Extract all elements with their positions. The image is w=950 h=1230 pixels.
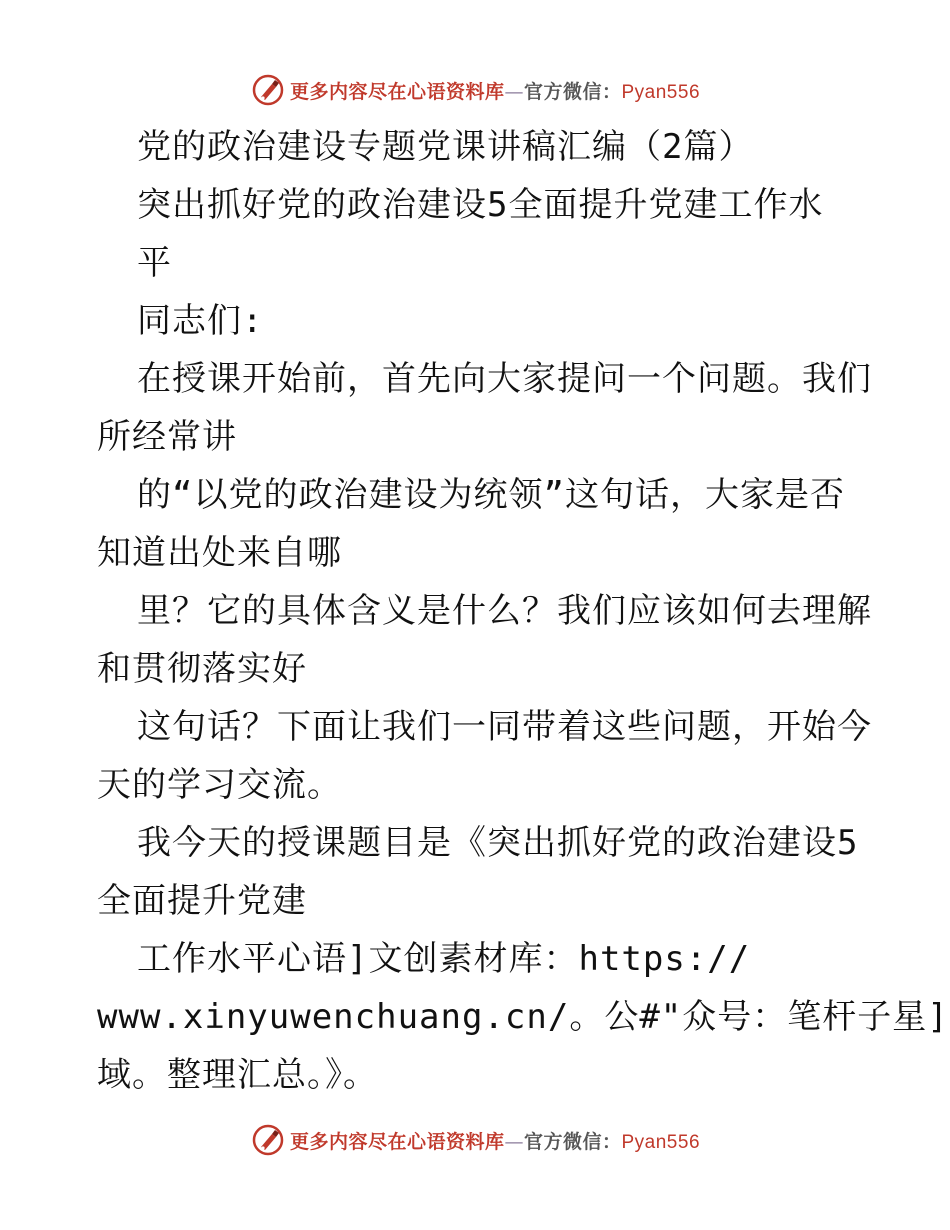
salutation: 同志们: [137,301,264,341]
paragraph-line: 的“以党的政治建设为统领”这句话，大家是否 [137,475,845,515]
banner-dash: — [504,1130,524,1153]
paragraph-line: 所经常讲 [97,417,237,457]
paragraph-line: 这句话？下面让我们一同带着这些问题，开始今 [137,707,872,747]
paragraph-line: 全面提升党建 [97,881,307,921]
fountain-pen-logo-icon [250,1122,286,1158]
paragraph-line: 我今天的授课题目是《突出抓好党的政治建设5 [137,823,859,863]
banner-tail: 官方微信： [523,1130,622,1153]
paragraph-line: www.xinyuwenchuang.cn/。公#"众号：笔杆子星] [97,997,949,1037]
paragraph-line: 工作水平心语]文创素材库：https:// [137,939,751,979]
footer-banner [0,1120,950,1160]
banner-lead: 更多内容尽在心语资料库 [289,80,505,103]
header-banner [0,70,950,110]
document-body [97,118,949,1104]
paragraph-line: 天的学习交流。 [97,765,342,805]
document-title: 党的政治建设专题党课讲稿汇编（2篇） [137,127,754,167]
header-banner-text [290,77,700,104]
banner-account: Pyan556 [621,1131,701,1153]
paragraph-line: 知道出处来自哪 [97,533,342,573]
document-subtitle-cont: 平 [137,243,172,283]
document-subtitle: 突出抓好党的政治建设5全面提升党建工作水 [137,185,824,225]
banner-tail: 官方微信： [523,80,622,103]
paragraph-line: 在授课开始前，首先向大家提问一个问题。我们 [137,359,872,399]
banner-lead: 更多内容尽在心语资料库 [289,1130,505,1153]
paragraph-line: 里？它的具体含义是什么？我们应该如何去理解 [137,591,872,631]
fountain-pen-logo-icon [250,72,286,108]
paragraph-line: 域。整理汇总。》。 [97,1055,378,1095]
paragraph-line: 和贯彻落实好 [97,649,307,689]
footer-banner-text [290,1127,700,1154]
banner-account: Pyan556 [621,81,701,103]
banner-dash: — [504,80,524,103]
